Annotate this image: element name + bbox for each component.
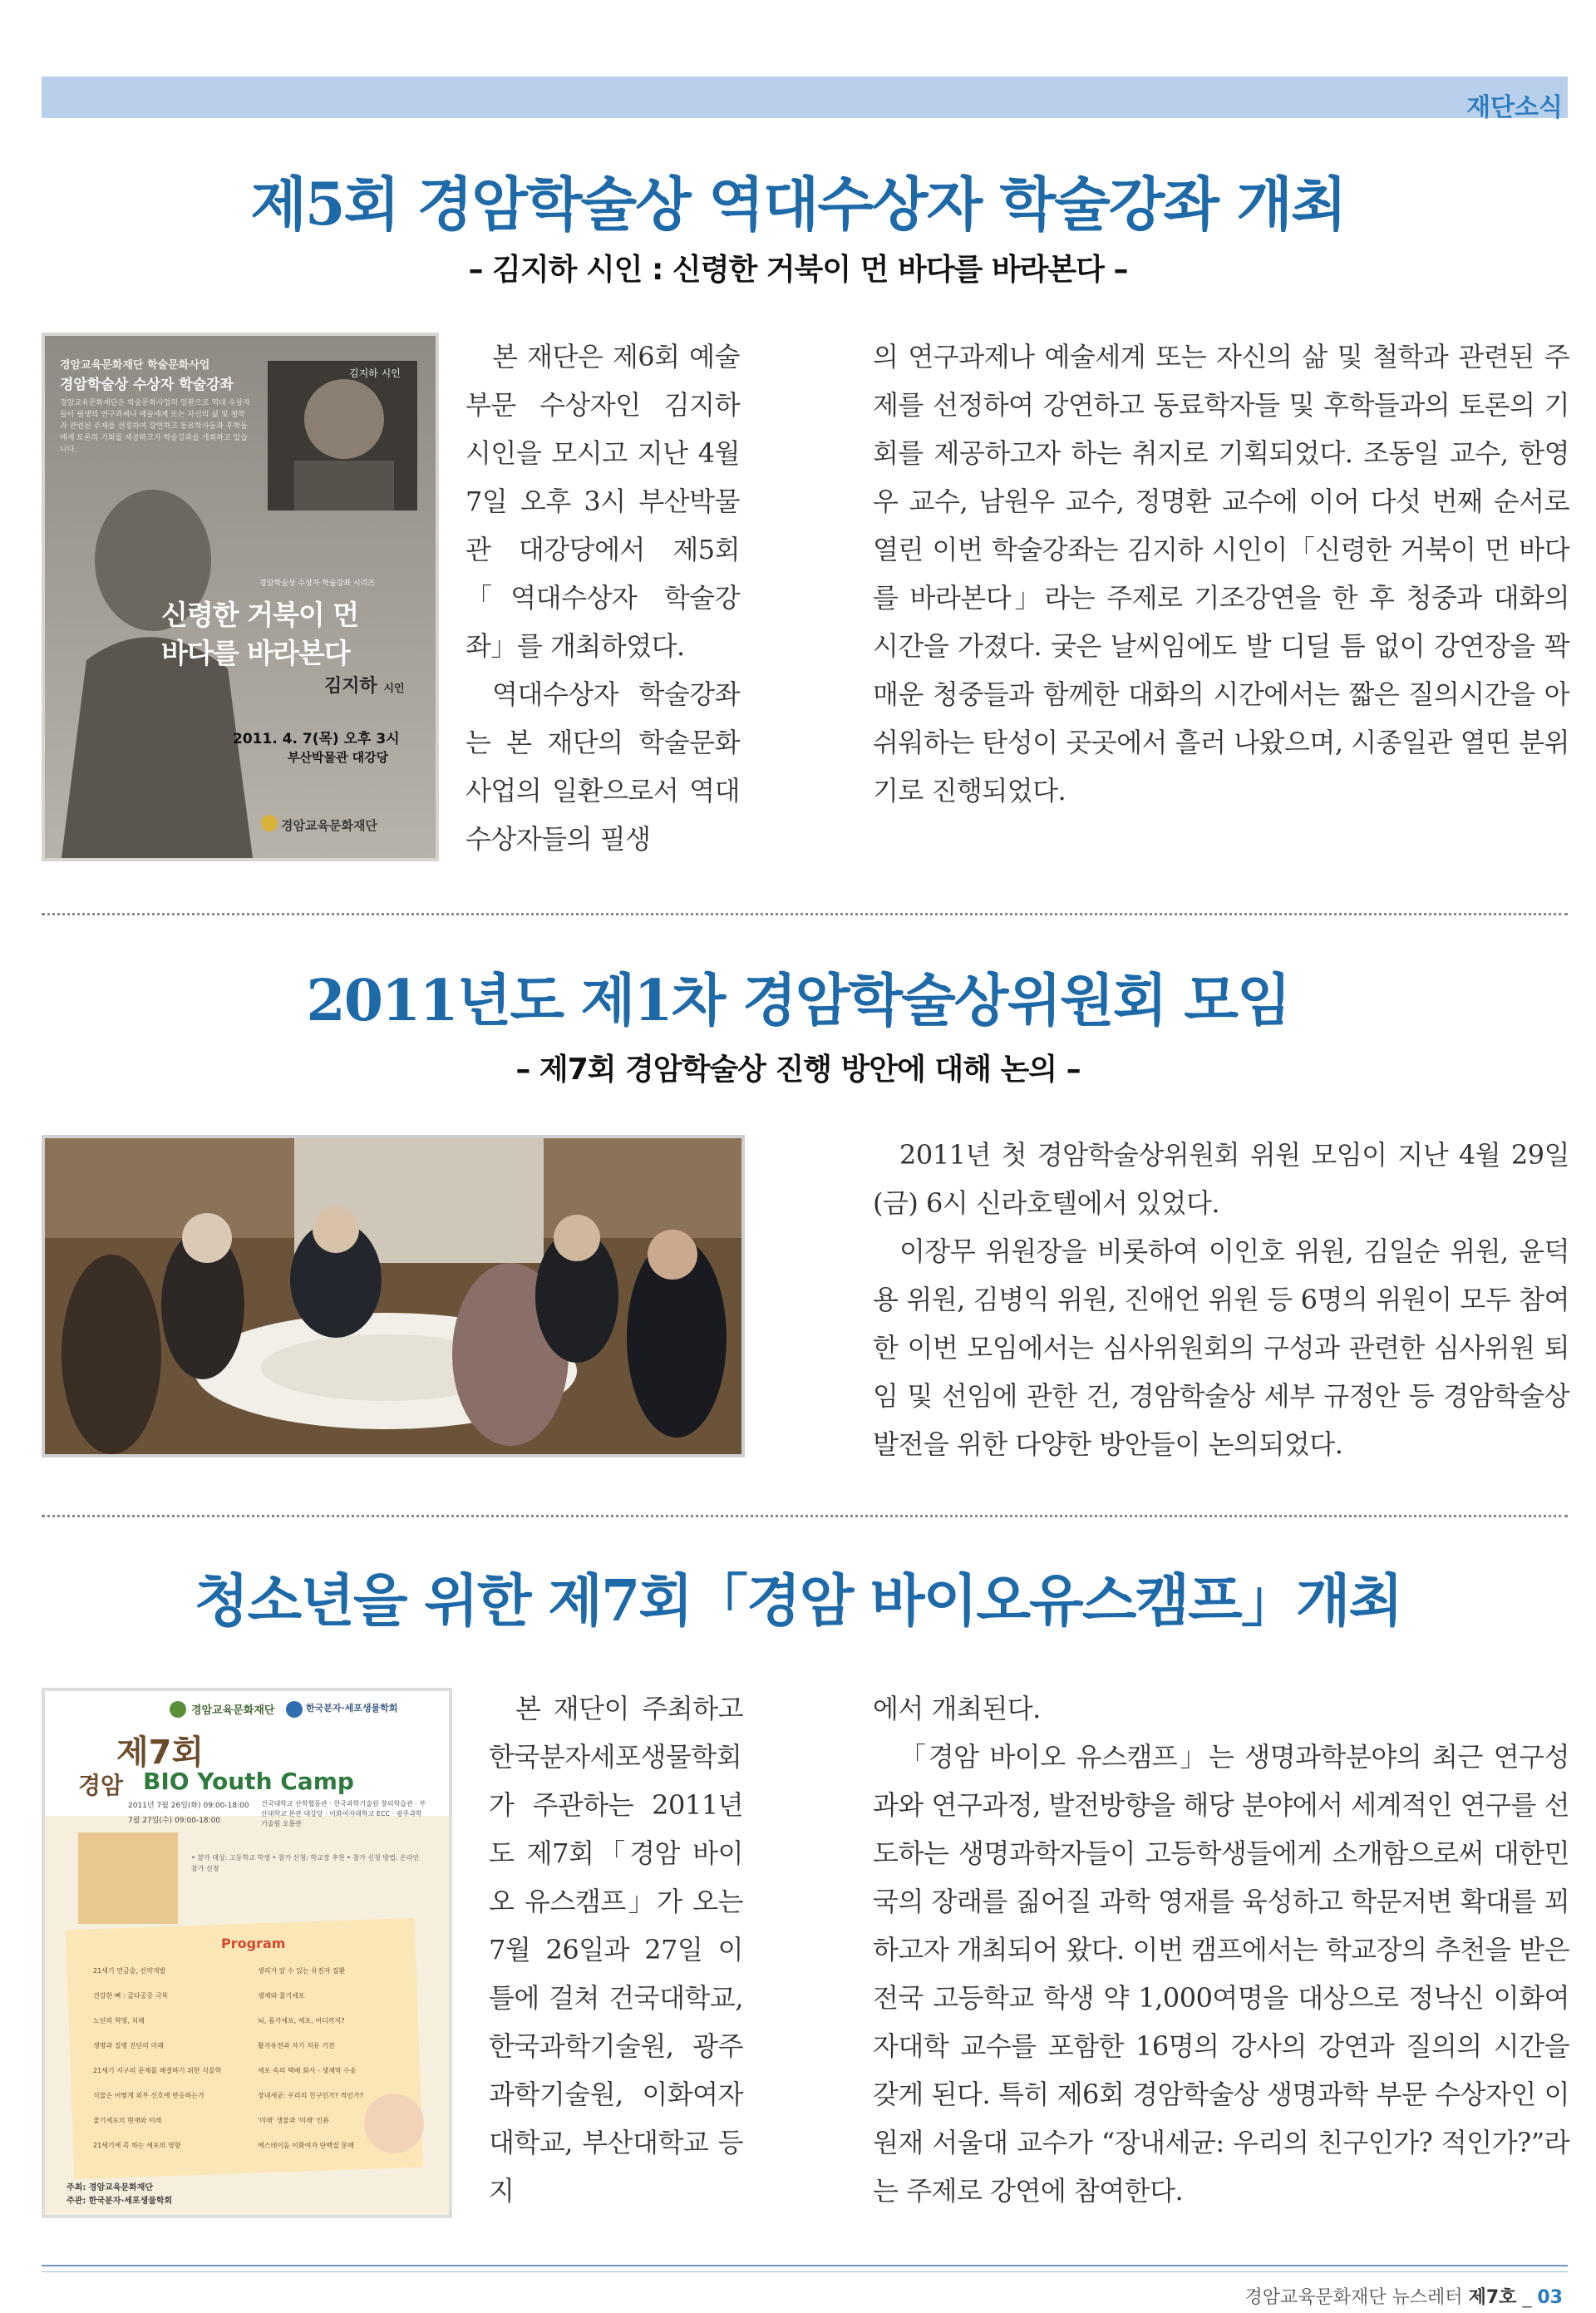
camp-poster-edition: 제7회	[116, 1734, 204, 1772]
program-item: 줄기세포의 현재와 미래	[93, 2117, 162, 2124]
program-item: 세포 속의 택배 회사 - 생체막 수송	[258, 2067, 357, 2074]
poster-date: 2011. 4. 7(목) 오후 3시	[233, 731, 400, 747]
program-item: 장내세균: 우리의 친구인가? 적인가?	[258, 2092, 364, 2099]
program-item: 건강한 뼈 : 골다공증 극복	[93, 1992, 169, 2000]
article-3-title: 청소년을 위한 제7회「경암 바이오유스캠프」개최	[194, 1568, 1402, 1635]
footer-newsletter: 경암교육문화재단 뉴스레터	[1244, 2287, 1463, 2308]
program-item: 활자유전과 자기 치유 기전	[258, 2042, 335, 2049]
lecture-poster	[42, 333, 439, 861]
article-3-column-2	[873, 1684, 1569, 2215]
poster-org-line: 경암교육문화재단 학술문화사업	[60, 359, 210, 372]
footer-issue: 제7호	[1468, 2287, 1517, 2308]
article-1-subtitle: – 김지하 시인 : 신령한 거북이 먼 바다를 바라본다 –	[468, 253, 1128, 287]
footer-separator: _	[1522, 2287, 1532, 2308]
article-2-body	[873, 1131, 1569, 1468]
article-3-para-1: 본 재단이 주최하고 한국분자세포생물학회가 주관하는 2011년도 제7회「경암 바이오 유스캠프」가 오는 7월 26일과 27일 이틀에 걸쳐 건국대학교, 한국과학기술원, 광주과학기술원, 이화여자대학교, 부산대학교 등지	[489, 1693, 743, 2207]
footer	[1245, 2283, 1563, 2309]
camp-poster-program-left	[93, 1959, 243, 2158]
poster-venue: 부산박물관 대강당	[288, 750, 389, 765]
program-item: 뇌, 몸가세포, 세포, 어디까지?	[258, 2017, 345, 2024]
camp-poster-date-2: 7월 27일(수) 09:00-18:00	[128, 1817, 221, 1825]
article-2-para-1: 2011년 첫 경암학술상위원회 위원 모임이 지난 4월 29일(금) 6시 신라호텔에서 있었다.	[873, 1139, 1569, 1219]
program-item: '미래' 생물과 '미래' 인류	[258, 2117, 329, 2124]
camp-poster-program-right	[258, 1959, 391, 2158]
article-1-para-3: 의 연구과제나 예술세계 또는 자신의 삶 및 철학과 관련된 주제를 선정하여 강연하고 동료학자들 및 후학들과의 토론의 기회를 제공하고자 하는 취지로 기획되었다. 조동일 교수, 한영우 교수, 남원우 교수, 정명환 교수에 이어 다섯 번째 순서로 열린 이번 학술강좌는 김지하 시인이「신령한 거북이 먼 바다를 바라본다」라는 주제로 기조강연을 한 후 청중과 대화의 시간을 가졌다. 궂은 날씨임에도 발 디딜 틈 없이 강연장을 꽉 매운 청중들과 함께한 대화의 시간에서는 짧은 질의시간을 아쉬워하는 탄성이 곳곳에서 흘러 나왔으며, 시종일관 열띤 분위기로 진행되었다.	[873, 341, 1569, 806]
poster-name-tag: 김지하 시인	[349, 367, 401, 379]
program-item: 21세기 지구의 문제를 해결하기 위한 식물학	[93, 2067, 222, 2074]
camp-poster-program-label: Program	[221, 1936, 286, 1951]
program-item: 생명과 질병 진단의 미래	[93, 2042, 164, 2049]
camp-poster-date-1: 2011년 7월 26일(화) 09:00-18:00	[128, 1802, 249, 1810]
program-item: 에스테이돌 이화여자 단백질 분해	[258, 2142, 354, 2149]
poster-heading: 경암학술상 수상자 학술강좌	[60, 377, 234, 393]
section-label: 재단소식	[1466, 93, 1563, 122]
camp-poster-venues: 건국대학교 산학협동관 · 한국과학기술원 창의학습관 · 부산대학교 본관 대강당 · 이화여자대학교 ECC · 광주과학기술원 오룡관	[261, 1800, 426, 1827]
page-number: 03	[1537, 2287, 1563, 2308]
article-1-column-1	[466, 333, 740, 863]
program-item: 식물은 어떻게 외부 신호에 반응하는가	[93, 2092, 204, 2099]
camp-poster-notes: • 참가 대상: 고등학교 학생 • 참가 신청: 학교장 추천 • 참가 신청 방법: 온라인 참가 신청	[191, 1854, 420, 1872]
article-3-para-2: 에서 개최된다.	[873, 1693, 1041, 1724]
header-band	[42, 76, 1568, 118]
article-3-column-1	[489, 1684, 743, 2215]
program-item: 생리가 앞 수 있는 유전자 질환	[258, 1967, 346, 1975]
camp-poster	[42, 1688, 452, 2218]
program-item: 21세기 연금술, 신약개발	[93, 1967, 166, 1975]
camp-poster-host: 주최: 경암교육문화재단	[66, 2183, 154, 2192]
camp-poster-org-2: 한국분자·세포생물학회	[306, 1703, 398, 1714]
camp-poster-organizer: 주관: 한국분자·세포생물학회	[66, 2197, 173, 2206]
program-item: 노년의 혁명, 치매	[93, 2017, 145, 2024]
poster-main-line-1: 신령한 거북이 먼	[161, 599, 359, 631]
poster-description: 경암교육문화재단은 학술문화사업의 일환으로 역대 수상자들이 필생의 연구과제나 예술세계 또는 자신의 삶 및 철학과 관련된 주제를 선정하여 강연하고 동료학자들과 후학들에게 토론의 기회를 제공하고자 학술강좌를 개최하고 있습니다.	[60, 399, 250, 454]
poster-main-line-2: 바다를 바라본다	[161, 637, 350, 669]
program-item: 생체와 줄기세포	[258, 1992, 305, 2000]
divider-1	[42, 913, 1568, 915]
article-1-column-2	[873, 333, 1569, 815]
meeting-photo-image	[45, 1138, 741, 1454]
poster-org: 경암교육문화재단	[281, 818, 377, 833]
article-1-para-2: 역대수상자 학술강좌는 본 재단의 학술문화사업의 일환으로서 역대수상자들의 필생	[466, 678, 740, 855]
article-3-para-3: 「경암 바이오 유스캠프」는 생명과학분야의 최근 연구성과와 연구과정, 발전방향을 해당 분야에서 세계적인 연구를 선도하는 생명과학자들이 고등학생들에게 소개함으로써 대한민국의 장래를 짊어질 과학 영재를 육성하고 학문저변 확대를 꾀하고자 개최되어 왔다. 이번 캠프에서는 학교장의 추천을 받은 전국 고등학교 학생 약 1,000여명을 대상으로 정낙신 이화여자대학 교수를 포함한 16명의 강사의 강연과 질의의 시간을 갖게 된다. 특히 제6회 경암학술상 생명과학 부문 수상자인 이원재 서울대 교수가 “장내세균: 우리의 친구인가? 적인가?”라는 주제로 강연에 참여한다.	[873, 1741, 1569, 2207]
article-1-title: 제5회 경암학술상 역대수상자 학술강좌 개최	[250, 170, 1346, 239]
camp-poster-title: BIO Youth Camp	[143, 1768, 354, 1795]
camp-poster-name: 경암	[78, 1772, 124, 1799]
meeting-photo	[42, 1135, 745, 1457]
article-2-title: 2011년도 제1차 경암학술상위원회 모임	[306, 968, 1290, 1034]
footer-rule-thin	[42, 2271, 1568, 2272]
divider-2	[42, 1515, 1568, 1517]
poster-series: 경암학술상 수상자 학술강좌 시리즈	[259, 579, 375, 588]
program-item: 21세기에 꼭 하는 세포의 영향	[93, 2142, 181, 2149]
camp-poster-org-1: 경암교육문화재단	[191, 1704, 275, 1717]
article-1-para-1: 본 재단은 제6회 예술 부문 수상자인 김지하 시인을 모시고 지난 4월 7일 오후 3시 부산박물관 대강당에서 제5회「역대수상자 학술강좌」를 개최하였다.	[466, 341, 740, 662]
footer-rule	[42, 2265, 1568, 2266]
article-2-subtitle: – 제7회 경암학술상 진행 방안에 대해 논의 –	[515, 1053, 1081, 1087]
poster-author: 김지하 시인	[324, 676, 405, 697]
article-2-para-2: 이장무 위원장을 비롯하여 이인호 위원, 김일순 위원, 윤덕용 위원, 김병익 위원, 진애언 위원 등 6명의 위원이 모두 참여한 이번 모임에서는 심사위원회의 구성과 관련한 심사위원 퇴임 및 선임에 관한 건, 경암학술상 세부 규정안 등 경암학술상 발전을 위한 다양한 방안들이 논의되었다.	[873, 1235, 1569, 1460]
